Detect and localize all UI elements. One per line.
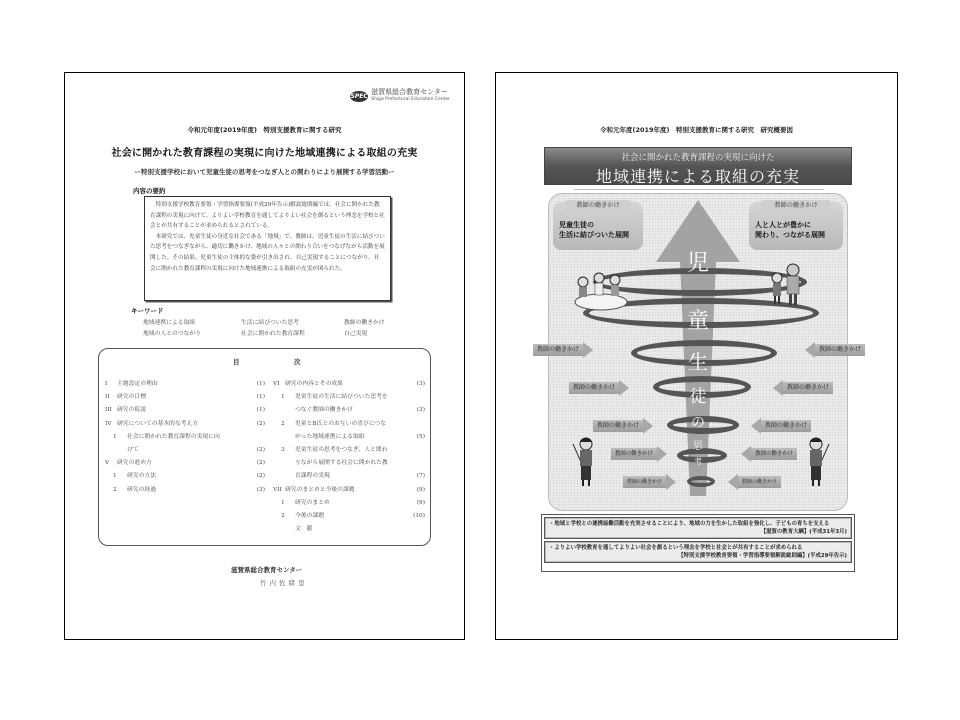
toc-entry: [105, 457, 265, 470]
toc-entry-title: 研究の内容とその成果: [285, 381, 343, 387]
teacher-action-arrow-right: 教師の働きかけ: [751, 418, 811, 433]
toc-entry-page: (2): [256, 460, 265, 467]
toc-entry-title: 研究の目標: [117, 394, 146, 401]
toc-entry: [273, 444, 425, 457]
banner-subtitle: 社会に開かれた教育課程の実現に向けた: [621, 153, 775, 163]
policy-notes: [541, 514, 855, 572]
teacher-action-arrow-left: 教師の働きかけ: [533, 342, 593, 357]
summary-box: [144, 196, 391, 301]
teacher-action-arrow-left: 教師の働きかけ: [623, 474, 676, 489]
toc-entry-title: つなぐ教師の働きかけ: [295, 407, 353, 414]
teacher-left-illustration: [571, 434, 599, 490]
focus-line: 人と人とが豊かに: [755, 221, 811, 229]
toc-entry: [273, 457, 425, 470]
toc-title-right: 次: [294, 358, 301, 366]
page-subtitle: ー特別支援学校において児童生徒の思考をつなぎ人との関わりにより展開する学習活動ー: [134, 168, 395, 176]
banner-divider: [574, 189, 824, 190]
teacher-action-arrow-right: 教師の働きかけ: [773, 380, 833, 395]
arrow-char: 童: [686, 309, 710, 334]
toc-entry-title: 児童とB氏とのお互いの喜びにつな: [295, 420, 387, 427]
toc-entry-page: (1): [256, 381, 265, 387]
toc-entry-title: 研究の方法: [127, 473, 156, 480]
teacher-action-arrow-left: 教師の働きかけ: [611, 446, 667, 461]
toc-entry-title: 研究の進め方: [117, 460, 152, 467]
toc-right-column: [273, 378, 425, 536]
toc-entry-page: (7): [416, 473, 425, 480]
toc-entry-number: 2: [281, 420, 285, 427]
toc-entry-number: V: [105, 460, 110, 467]
overview-banner: [544, 147, 852, 185]
toc-entry-page: (2): [256, 420, 265, 427]
arrow-char: 生: [688, 350, 708, 374]
toc-entry-number: VII: [273, 486, 282, 493]
note-text: ・地域と学校との連携協働活動を充実させることにより、地域の力を生かした取組を強化し、子どもの育ちを支える: [549, 521, 830, 527]
toc-entry: [273, 497, 425, 510]
toc-entry: [105, 470, 265, 483]
keyword: 自己実現: [344, 331, 368, 337]
report-page-overview: [495, 72, 898, 640]
keyword: 社会に開かれた教育課程: [241, 331, 305, 337]
toc-entry-page: (9): [416, 499, 425, 506]
left-focus-box: [553, 202, 643, 250]
toc-entry-page: (1): [256, 394, 265, 401]
report-page-summary: [64, 72, 465, 640]
keywords-label: キーワード: [131, 307, 164, 315]
toc-entry-title: 研究のまとめと今後の課題: [285, 486, 355, 493]
toc-entry-title: 今後の課題: [295, 512, 324, 519]
toc-entry: [105, 431, 265, 444]
toc-entry-title: がった地域連携による取組: [295, 433, 365, 440]
arrow-char: の: [691, 415, 705, 431]
focus-line: 生活に結びついた展開: [559, 231, 629, 239]
arrow-char: 思: [693, 441, 703, 452]
toc-entry-number: 2: [281, 512, 285, 519]
toc-entry-page: (5): [416, 433, 425, 440]
toc-entry-page: (9): [416, 486, 425, 493]
toc-entry-page: (2): [256, 473, 265, 480]
summary-paragraph: 特別支援学校教育要領・学習指導要領(平成29年告示)解説総則編では、社会に開かれた教育課程の実現に向けて、よりよい学校教育を通してよりよい社会を創るという理念を学校と社会とが共有することが求められるとされている。: [150, 202, 385, 230]
spiral-ring: [687, 476, 715, 487]
toc-entry-title: 児童生徒の思考をつなぎ、人と関わ: [295, 446, 388, 453]
teacher-action-arrow-left: 教師の働きかけ: [593, 418, 653, 433]
toc-entry-title: 文 献: [295, 526, 313, 533]
toc-entry: [273, 391, 425, 404]
toc-entry-number: 1: [281, 499, 285, 506]
toc-entry-page: (2): [256, 446, 265, 453]
table-of-contents: [98, 348, 431, 546]
summary-paragraph: 本研究では、児童生徒の身近な社会である「地域」で、教師は、児童生徒の生活に結びついた思考をつなぎながら、適切に働きかけ、地域の人々との関わり合いをつなげながら活動を展開した。その結果、児童生徒の主体的な姿が引き出され、自己実現することにつながり、社会に開かれた教育課程の実現に向けた地域連携による取組の充実が図られた。: [150, 233, 385, 272]
toc-left-column: [105, 378, 265, 497]
toc-entry: [105, 391, 265, 404]
toc-entry-page: (3): [256, 486, 265, 493]
arrow-char: 徒: [689, 387, 707, 407]
author-name: 竹内佐緒里: [260, 579, 308, 587]
note-source: 【特別支援学校教育要領・学習指導要領解説総則編】(平成29年告示): [678, 553, 847, 559]
focus-line: 関わり、つながる展開: [755, 231, 825, 239]
toc-entry-title: 児童生徒の生活に結びついた思考を: [295, 394, 388, 401]
toc-entry: [273, 484, 425, 497]
toc-entry: [273, 431, 425, 444]
toc-entry-title: けて: [127, 446, 139, 453]
right-focus-box: [749, 202, 843, 250]
center-logo: [350, 89, 450, 103]
keywords-list: [143, 317, 403, 337]
toc-entry: [105, 444, 265, 457]
toc-entry: [273, 418, 425, 431]
toc-entry-title: 研究の仮説: [117, 407, 146, 414]
toc-entry-page: (10): [413, 512, 425, 519]
toc-entry-title: りながら展開する社会に開かれた教: [295, 460, 388, 467]
adult-and-child-illustration: [765, 260, 809, 310]
banner-title: 地域連携による取組の充実: [595, 167, 800, 186]
toc-entry-number: II: [105, 394, 110, 401]
toc-entry-number: VI: [273, 381, 280, 387]
page-title: 社会に開かれた教育課程の実現に向けた地域連携による取組の充実: [111, 148, 418, 159]
teacher-action-arrow-right: 教師の働きかけ: [728, 474, 781, 489]
toc-entry-title: 研究の経過: [127, 486, 156, 493]
arrow-char: 考: [694, 457, 702, 466]
toc-entry: [105, 378, 265, 391]
logo-name-jp: 滋賀県総合教育センター: [371, 88, 448, 96]
toc-entry-number: 1: [113, 433, 117, 440]
teacher-action-arrow-right: 教師の働きかけ: [741, 446, 797, 461]
toc-entry-title: 研究のまとめ: [295, 499, 330, 506]
toc-entry-title: 社会に開かれた教育課程の実現に向: [127, 433, 220, 440]
toc-entry-number: III: [105, 407, 112, 414]
note-text: ・よりよい学校教育を通してよりよい社会を創るという理念を学校と社会とが共有することが求められる: [549, 545, 803, 551]
toc-entry-title: 研究についての基本的な考え方: [117, 420, 199, 427]
teacher-action-arrow-left: 教師の働きかけ: [569, 380, 629, 395]
teacher-action-arrow-right: 教師の働きかけ: [805, 342, 865, 357]
page-header: 令和元年度(2019年度) 特別支援教育に関する研究 研究概要図: [599, 126, 794, 134]
keyword: 教師の働きかけ: [344, 320, 385, 326]
policy-note: [544, 517, 852, 539]
summary-label: 内容の要約: [133, 187, 166, 195]
arrow-char: 児: [686, 251, 710, 276]
toc-entry: [273, 470, 425, 483]
logo-name-en: Shiga Prefectural Education Center: [371, 97, 450, 102]
keyword: 生活に結びついた思考: [241, 320, 299, 326]
teacher-action-tag: 教師の働きかけ: [565, 200, 631, 212]
toc-title-left: 目: [233, 358, 240, 366]
toc-entry: [105, 418, 265, 431]
keyword: 地域連携による取組: [143, 320, 196, 326]
toc-entry: [273, 378, 425, 391]
toc-entry-number: 2: [113, 486, 117, 493]
toc-entry-number: I: [105, 381, 108, 387]
toc-entry-number: 1: [113, 473, 117, 480]
toc-entry-number: 3: [281, 446, 285, 453]
children-group-illustration: [571, 272, 631, 312]
toc-entry: [273, 510, 425, 523]
keyword: 地域の人とのつながり: [143, 331, 201, 337]
teacher-right-illustration: [803, 434, 831, 490]
toc-entry: [273, 523, 425, 536]
toc-entry: [105, 484, 265, 497]
toc-entry-page: (1): [256, 407, 265, 414]
teacher-action-tag: 教師の働きかけ: [761, 200, 831, 212]
organization-name: 滋賀県総合教育センター: [231, 566, 303, 574]
overview-diagram: [537, 193, 861, 511]
toc-entry-number: IV: [105, 420, 112, 427]
note-source: 【滋賀の教育大綱】(平成31年3月): [760, 529, 847, 535]
toc-entry-title: 主題設定の理由: [117, 381, 158, 387]
toc-entry-title: 育課程の実現: [295, 473, 330, 480]
policy-note: [544, 541, 852, 563]
toc-entry-page: (3): [416, 381, 425, 387]
logo-mark-icon: SPEC: [350, 92, 368, 100]
toc-entry: [105, 404, 265, 417]
toc-entry: [273, 404, 425, 417]
toc-entry-page: (3): [416, 407, 425, 414]
focus-line: 児童生徒の: [559, 221, 594, 229]
page-header: 令和元年度(2019年度) 特別支援教育に関する研究: [187, 126, 342, 134]
toc-entry-number: 1: [281, 394, 285, 401]
